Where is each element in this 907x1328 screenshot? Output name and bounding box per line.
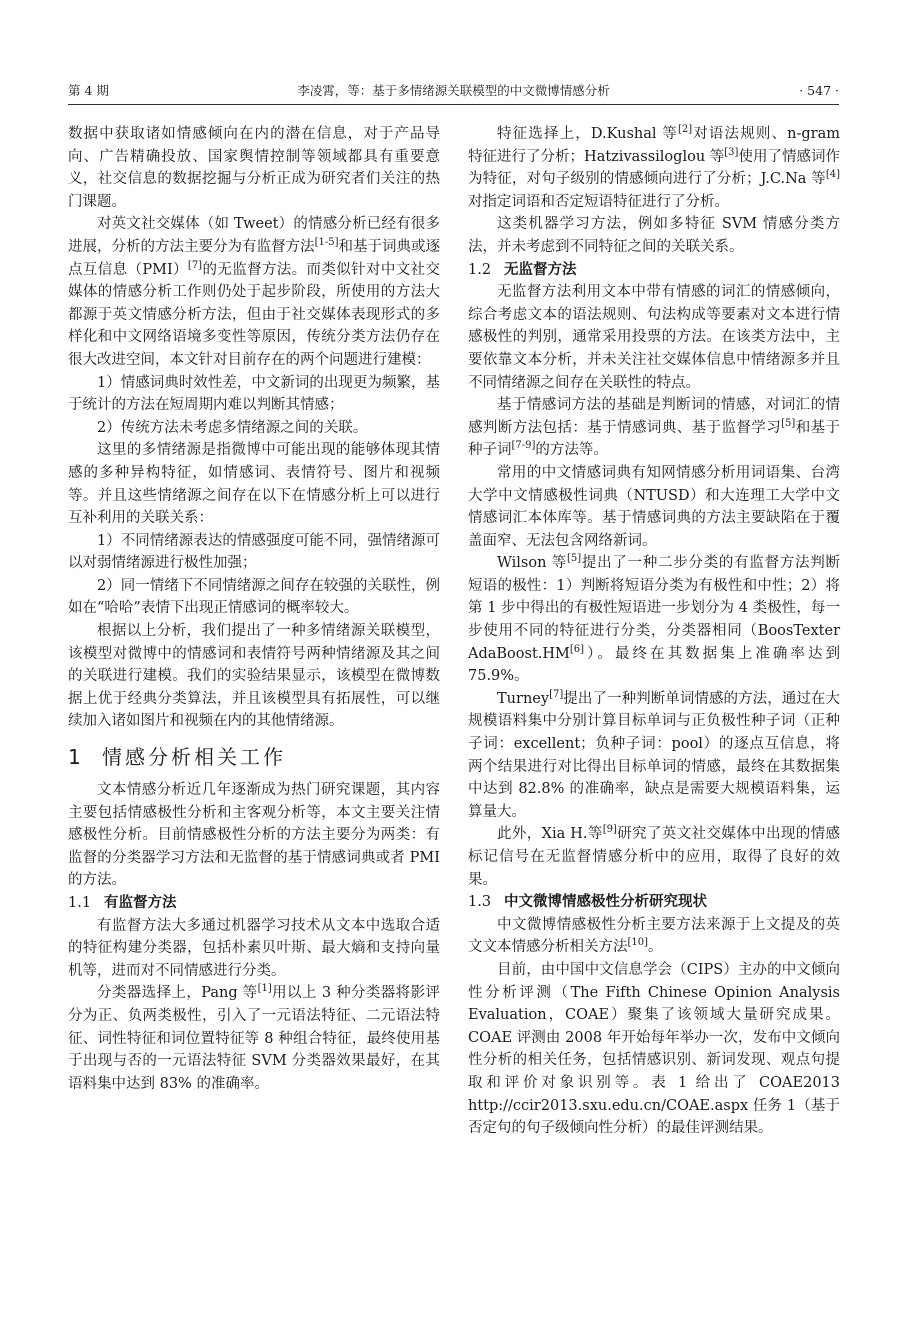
subsection-heading: 1.1 有监督方法 [68, 895, 177, 911]
citation: [7] [187, 259, 203, 271]
paragraph: Turney[7]提出了一种判断单词情感的方法，通过在大规模语料集中分别计算目标单词与正负极性种子词（正种子词：excellent；负种子词：pool）的逐点互信息，将两个结果进行对比得出目标单词的情感，最终在其数据集中达到 82.8% 的准确率，缺点是需要大规模语料集，运算量大。 [468, 689, 840, 820]
citation: [7] [549, 689, 564, 701]
paragraph: 基于情感词方法的基础是判断词的情感，对词汇的情感判断方法包括：基于情感词典、基于监督学习[5]和基于种子词[7-9]的方法等。 [468, 397, 841, 459]
running-header [68, 80, 839, 105]
paragraph: 此外，Xia H.等[9]研究了英文社交媒体中出现的情感标记信号在无监督情感分析中的应用，取得了良好的效果。 [468, 824, 841, 888]
citation: [2] [677, 124, 693, 136]
subsection-heading: 1.2 无监督方法 [468, 261, 577, 278]
right-column [468, 123, 840, 1140]
issue-number: 第 4 期 [68, 83, 109, 98]
section-heading: 1 情感分析相关工作 [68, 745, 286, 770]
citation: [5] [567, 553, 582, 565]
citation: [4] [825, 169, 840, 181]
paragraph: 这里的多情绪源是指微博中可能出现的能够体现其情感的多种异构特征，如情感词、表情符号、图片和视频等。并且这些情绪源之间存在以下在情感分析上可以进行互补利用的关联关系： [68, 442, 440, 527]
paragraph: 对英文社交媒体（如 Tweet）的情感分析已经有很多进展，分析的方法主要分为有监督方法[1-5]和基于词典或逐点互信息（PMI）[7]的无监督方法。而类似针对中文社交媒体的情感分析工作则仍处于起步阶段，所使用的方法大都源于英文情感分析方法，但由于社交媒体表现形式的多样化和中文网络语境多变性等原因，传统分类方法仍存在很大改进空间，本文针对目前存在的两个问题进行建模： [68, 216, 441, 368]
citation: [9] [602, 824, 617, 836]
list-item: 2）同一情绪下不同情绪源之间存在较强的关联性，例如在“哈哈”表情下出现正情感词的概率较大。 [68, 577, 440, 617]
paragraph: 无监督方法利用文本中带有情感的词汇的情感倾向，综合考虑文本的语法规则、句法构成等要素对文本进行情感极性的判别，通常采用投票的方法。在该类方法中，主要依靠文本分析，并未关注社交媒体信息中情绪源多并且不同情绪源之间存在关联性的特点。 [468, 284, 840, 391]
page-number: · 547 · [799, 83, 839, 98]
paragraph: 目前，由中国中文信息学会（CIPS）主办的中文倾向性分析评测（The Fifth Chinese Opinion Analysis Evaluation，COAE）聚集了该领域大量研究成果。COAE 评测由 2008 年开始每年举办一次，发布中文倾向性分析的相关任务，包括情感识别、新词发现、观点句提取和评价对象识别等。表 1 给出了 COAE2013 http://ccir2013.sxu.edu.cn/COAE.aspx 任务 1（基于否定句的句子级倾向性分析）的最佳评测结果。 [468, 961, 840, 1137]
paragraph: 根据以上分析，我们提出了一种多情绪源关联模型，该模型对微博中的情感词和表情符号两种情绪源及其之间的关联进行建模。我们的实验结果显示，该模型在微博数据上优于经典分类算法，并且该模型具有拓展性，可以继续加入诸如图片和视频在内的其他情绪源。 [68, 623, 440, 730]
citation: [1-5] [314, 237, 339, 249]
paragraph: 这类机器学习方法，例如多特征 SVM 情感分类方法，并未考虑到不同特征之间的关联关系。 [468, 216, 840, 255]
citation: [7-9] [511, 440, 536, 452]
citation: [10] [627, 937, 649, 949]
list-item: 1）情感词典时效性差，中文新词的出现更为频繁，基于统计的方法在短周期内难以判断其情感； [68, 374, 440, 414]
list-item: 2）传统方法未考虑多情绪源之间的关联。 [97, 419, 368, 436]
list-item: 1）不同情绪源表达的情感强度可能不同，强情绪源可以对弱情绪源进行极性加强； [68, 532, 440, 572]
paragraph: 有监督方法大多通过机器学习技术从文本中选取合适的特征构建分类器，包括朴素贝叶斯、最大熵和支持向量机等，进而对不同情感进行分类。 [68, 917, 440, 979]
running-title: 李凌霄，等：基于多情绪源关联模型的中文微博情感分析 [297, 83, 610, 98]
citation: [1] [257, 983, 272, 995]
citation: [3] [724, 146, 739, 158]
left-column [68, 123, 440, 1095]
paragraph: 常用的中文情感词典有知网情感分析用词语集、台湾大学中文情感极性词典（NTUSD）和大连理工大学中文情感词汇本体库等。基于情感词典的方法主要缺陷在于覆盖面窄、无法包含网络新词。 [468, 464, 840, 549]
subsection-heading: 1.3 中文微博情感极性分析研究现状 [468, 894, 707, 911]
citation: [5] [781, 417, 796, 429]
paragraph: 数据中获取诸如情感倾向在内的潜在信息，对于产品导向、广告精确投放、国家舆情控制等领域都具有重要意义，社交信息的数据挖掘与分析正成为研究者们关注的热门课题。 [68, 126, 440, 210]
paragraph: 文本情感分析近几年逐渐成为热门研究课题，其内容主要包括情感极性分析和主客观分析等，本文主要关注情感极性分析。目前情感极性分析的方法主要分为两类：有监督的分类器学习方法和无监督的基于情感词典或者 PMI 的方法。 [68, 782, 440, 889]
paragraph: 特征选择上，D.Kushal 等[2]对语法规则、n-gram 特征进行了分析；Hatzivassiloglou 等[3]使用了情感词作为特征，对句子级别的情感倾向进行了分析；J.C.Na 等[4]对指定词语和否定短语特征进行了分析。 [468, 124, 841, 210]
citation: [6] [569, 643, 585, 655]
paragraph: Wilson 等[5]提出了一种二步分类的有监督方法判断短语的极性：1）判断将短语分类为有极性和中性；2）将第 1 步中得出的有极性短语进一步划分为 4 类极性，每一步使用不同的特征进行分类，分类器相同（BoosTexter AdaBoost.HM[6]）。最终在其数据集上准确率达到 75.9%。 [468, 553, 841, 685]
paragraph: 分类器选择上，Pang 等[1]用以上 3 种分类器将影评分为正、负两类极性，引入了一元语法特征、二元语法特征、词性特征和词位置特征等 8 种组合特征，最终使用基于出现与否的一元语法特征 SVM 分类器效果最好，在其语料集中达到 83% 的准确率。 [68, 983, 440, 1092]
paragraph: 中文微博情感极性分析主要方法来源于上文提及的英文文本情感分析相关方法[10]。 [468, 916, 840, 956]
